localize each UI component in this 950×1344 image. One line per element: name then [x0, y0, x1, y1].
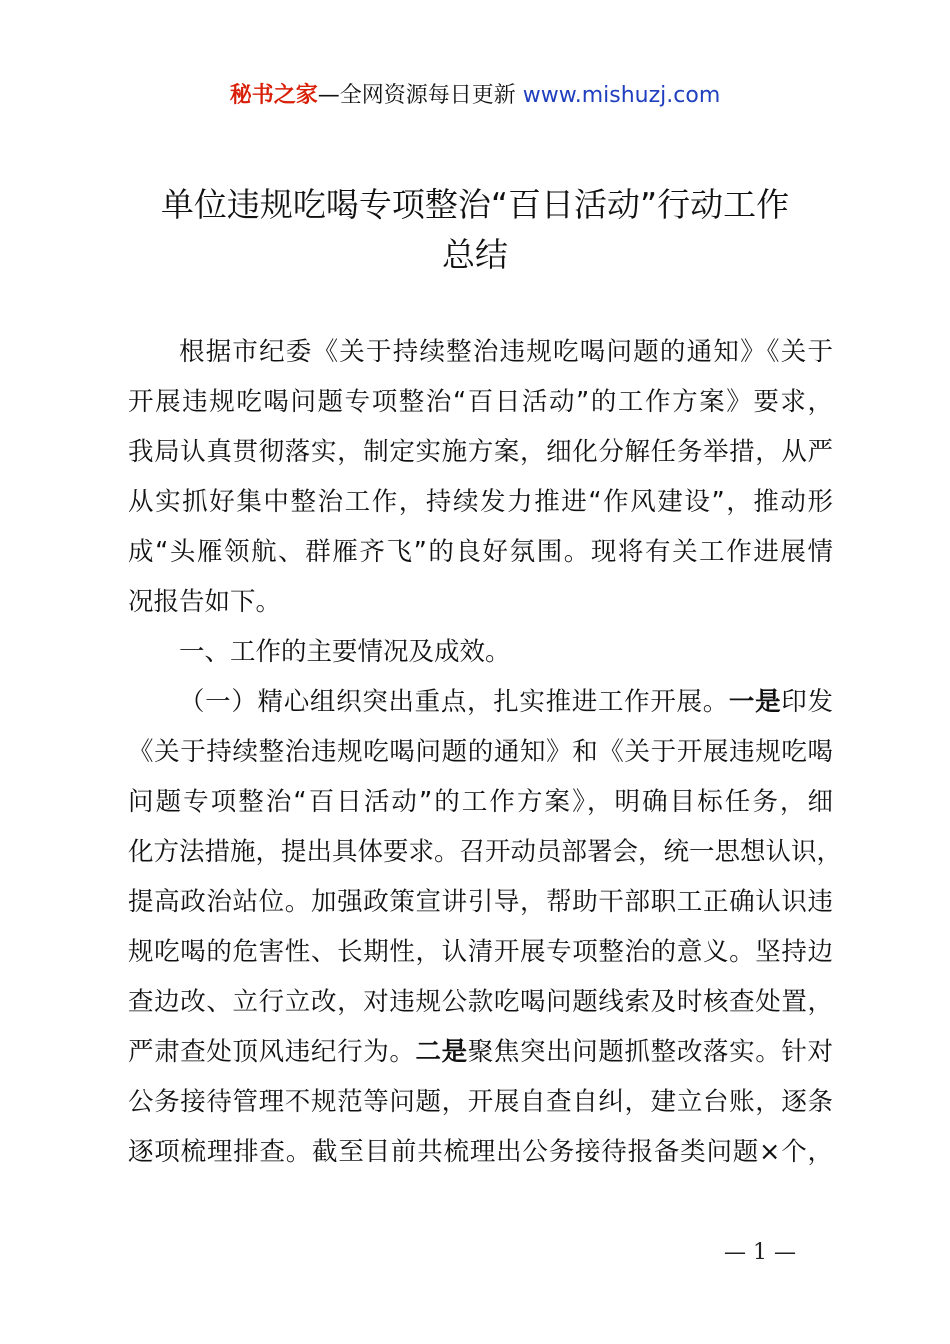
subsection-heading-1: （一）精心组织突出重点，扎实推进工作开展。 [179, 687, 729, 717]
paragraph-2-line-7: 查边改、立行立改，对违规公款吃喝问题线索及时核查处置， [128, 987, 833, 1017]
paragraph-2-line-5: 提高政治站位。加强政策宣讲引导，帮助干部职工正确认识违 [128, 887, 833, 917]
point-marker-1: 一是 [728, 687, 782, 717]
site-tagline: —全网资源每日更新 [317, 83, 523, 108]
site-url-link[interactable]: www.mishuzj.com [522, 83, 721, 108]
paragraph-2-line-8-tail: 聚焦突出问题抓整改落实。针对 [467, 1037, 833, 1067]
site-header [0, 80, 950, 112]
paragraph-2-line-10: 逐项梳理排查。截至目前共梳理出公务接待报备类问题×个， [128, 1137, 833, 1167]
paragraph-2-line-4: 化方法措施，提出具体要求。召开动员部署会，统一思想认识， [128, 837, 843, 867]
paragraph-1-line-5: 成“头雁领航、群雁齐飞”的良好氛围。现将有关工作进展情 [128, 537, 833, 567]
page-number: — 1 — [724, 1240, 796, 1265]
paragraph-2-line-8 [128, 1027, 833, 1077]
document-body [128, 327, 843, 1177]
paragraph-2-line-9: 公务接待管理不规范等问题，开展自查自纠，建立台账，逐条 [128, 1087, 833, 1117]
paragraph-2-line-1-tail: 印发 [781, 687, 833, 717]
paragraph-2-line-6: 规吃喝的危害性、长期性，认清开展专项整治的意义。坚持边 [128, 937, 833, 967]
section-heading-1: 一、工作的主要情况及成效。 [179, 637, 511, 667]
paragraph-2-line-1 [128, 677, 833, 727]
title-line-2: 总结 [442, 235, 508, 274]
paragraph-2-line-3: 问题专项整治“百日活动”的工作方案》，明确目标任务，细 [128, 787, 833, 817]
paragraph-1-line-6: 况报告如下。 [128, 587, 282, 617]
paragraph-1-line-1: 根据市纪委《关于持续整治违规吃喝问题的通知》《关于 [179, 337, 833, 367]
document-title [100, 180, 850, 280]
paragraph-1-line-3: 我局认真贯彻落实，制定实施方案，细化分解任务举措，从严 [128, 437, 833, 467]
paragraph-2-line-8-head: 严肃查处顶风违纪行为。 [128, 1037, 416, 1067]
point-marker-2: 二是 [415, 1037, 468, 1067]
paragraph-1-line-4: 从实抓好集中整治工作，持续发力推进“作风建设”，推动形 [128, 487, 833, 517]
paragraph-1-line-2: 开展违规吃喝问题专项整治“百日活动”的工作方案》要求， [128, 387, 833, 417]
title-line-1: 单位违规吃喝专项整治“百日活动”行动工作 [160, 185, 790, 224]
paragraph-2-line-2: 《关于持续整治违规吃喝问题的通知》和《关于开展违规吃喝 [128, 737, 833, 767]
site-brand: 秘书之家 [229, 83, 318, 108]
